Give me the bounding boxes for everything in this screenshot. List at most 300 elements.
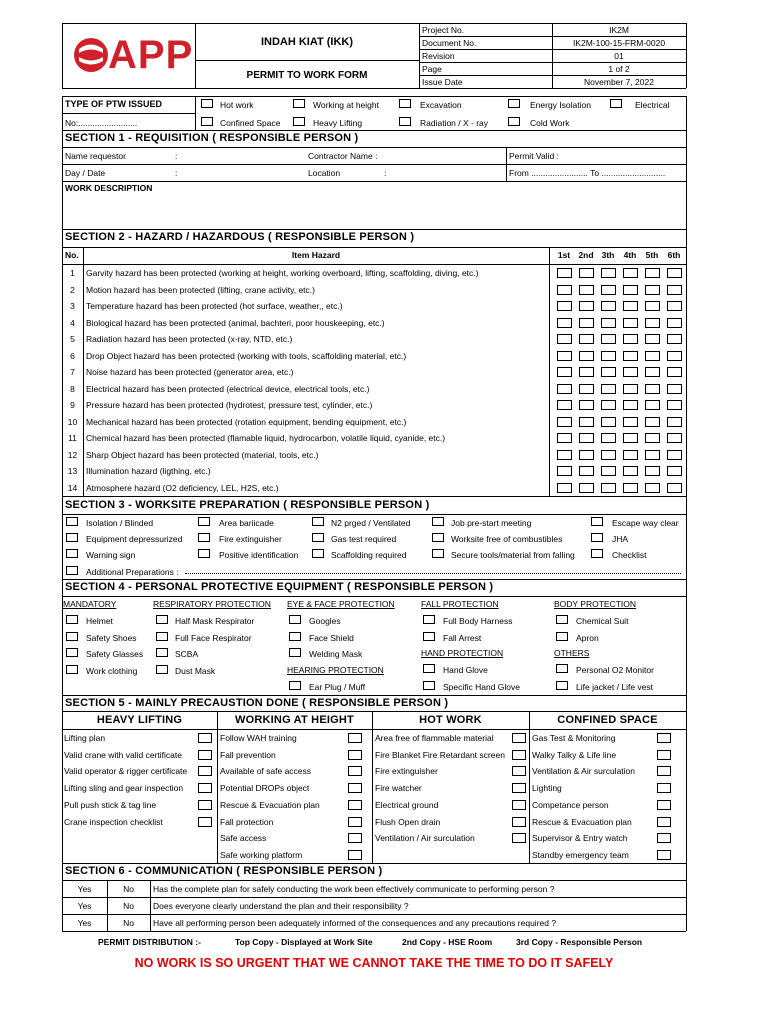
hazard-checkbox-2nd[interactable]: [579, 268, 594, 278]
precaution-checkbox[interactable]: [198, 733, 212, 743]
precaution-item-label: Follow WAH training: [220, 733, 297, 743]
hazard-row: [62, 331, 686, 347]
hazard-checkbox-4th[interactable]: [623, 301, 638, 311]
col-no-header: No.: [65, 250, 79, 260]
ptw-option-label: Energy Isolation: [530, 100, 591, 110]
worksite-item-label: Worksite free of combustibles: [451, 534, 563, 544]
hazard-checkbox-6th[interactable]: [667, 301, 682, 311]
hazard-checkbox-6th[interactable]: [667, 483, 682, 493]
hazard-checkbox-4th[interactable]: [623, 318, 638, 328]
precaution-checkbox[interactable]: [348, 733, 362, 743]
ptw-option-label: Excavation: [420, 100, 462, 110]
hazard-checkbox-3th[interactable]: [601, 351, 616, 361]
ppe-item-label: Specific Hand Glove: [443, 682, 521, 692]
hazard-number: 3: [70, 301, 75, 311]
precaution-item-label: Fire extinguisher: [375, 766, 438, 777]
hazard-checkbox-1st[interactable]: [557, 301, 572, 311]
worksite-checkbox[interactable]: [591, 549, 603, 558]
shift-header: 2nd: [578, 250, 594, 260]
answer-no[interactable]: No: [123, 918, 134, 928]
hazard-checkbox-3th[interactable]: [601, 384, 616, 394]
hazard-checkbox-2nd[interactable]: [579, 367, 594, 377]
hazard-checkbox-1st[interactable]: [557, 334, 572, 344]
shift-header: 5th: [645, 250, 659, 260]
hazard-checkbox-5th[interactable]: [645, 483, 660, 493]
worksite-checkbox[interactable]: [591, 533, 603, 542]
hazard-checkbox-2nd[interactable]: [579, 351, 594, 361]
worksite-checkbox[interactable]: [432, 517, 444, 526]
hazard-checkbox-5th[interactable]: [645, 433, 660, 443]
answer-yes[interactable]: Yes: [77, 918, 92, 928]
hazard-item: Biological hazard has been protected (animal, bachteri, poor houskeeping, etc.): [86, 317, 385, 328]
communication-question: Does everyone clearly understand the plan and their responsibility ?: [153, 901, 409, 911]
shift-header: 3th: [601, 250, 615, 260]
hazard-checkbox-4th[interactable]: [623, 483, 638, 493]
precaution-checkbox[interactable]: [348, 850, 362, 860]
hazard-checkbox-3th[interactable]: [601, 466, 616, 476]
hazard-checkbox-2nd[interactable]: [579, 483, 594, 493]
hazard-checkbox-5th[interactable]: [645, 417, 660, 427]
ppe-item-label: Hand Glove: [443, 665, 488, 675]
hazard-number: 12: [67, 449, 78, 460]
hazard-checkbox-6th[interactable]: [667, 285, 682, 295]
hazard-checkbox-4th[interactable]: [623, 384, 638, 394]
meta-label: Revision: [422, 51, 455, 61]
precaution-checkbox[interactable]: [348, 800, 362, 810]
precaution-item-label: Supervisor & Entry watch: [532, 833, 628, 844]
hazard-checkbox-2nd[interactable]: [579, 433, 594, 443]
worksite-checkbox[interactable]: [66, 549, 78, 558]
hazard-checkbox-3th[interactable]: [601, 483, 616, 493]
ppe-category-header: RESPIRATORY PROTECTION: [153, 599, 271, 609]
hazard-checkbox-2nd[interactable]: [579, 417, 594, 427]
worksite-checkbox[interactable]: [198, 549, 210, 558]
hazard-item: Atmosphere hazard (O2 deficiency, LEL, H2S, etc.): [86, 482, 279, 493]
precaution-checkbox[interactable]: [512, 833, 526, 843]
hazard-checkbox-6th[interactable]: [667, 334, 682, 344]
hazard-checkbox-3th[interactable]: [601, 334, 616, 344]
permit-valid-range[interactable]: From ........................ To ...........................: [509, 168, 666, 178]
ppe-checkbox[interactable]: [66, 632, 78, 641]
contractor-name-label: Contractor Name :: [308, 151, 378, 161]
copy-top: Top Copy - Displayed at Work Site: [235, 937, 373, 947]
ptw-option-label: Heavy Lifting: [313, 118, 363, 128]
hazard-checkbox-3th[interactable]: [601, 285, 616, 295]
work-description-label: WORK DESCRIPTION: [65, 183, 153, 193]
precaution-column-header: CONFINED SPACE: [557, 714, 658, 726]
ppe-item-label: Fall Arrest: [443, 632, 482, 643]
ppe-checkbox[interactable]: [423, 681, 435, 690]
hazard-row: [62, 282, 686, 298]
ppe-item-label: Full Face Respirator: [175, 632, 252, 643]
section-2-title: SECTION 2 - HAZARD / HAZARDOUS ( RESPONSIBLE PERSON ): [65, 231, 415, 243]
hazard-checkbox-6th[interactable]: [667, 417, 682, 427]
hazard-checkbox-5th[interactable]: [645, 384, 660, 394]
answer-no[interactable]: No: [123, 884, 134, 894]
ppe-checkbox[interactable]: [289, 681, 301, 690]
hazard-number: 10: [67, 416, 78, 427]
ppe-category-header: FALL PROTECTION: [421, 599, 499, 609]
colon: :: [175, 151, 178, 161]
precaution-item-label: Potential DROPs object: [220, 783, 310, 794]
hazard-row: [62, 348, 686, 364]
ppe-item-label: Helmet: [86, 616, 113, 626]
hazard-checkbox-2nd[interactable]: [579, 400, 594, 410]
meta-value: IK2M-100-15-FRM-0020: [572, 38, 666, 48]
hazard-checkbox-2nd[interactable]: [579, 384, 594, 394]
hazard-checkbox-1st[interactable]: [557, 318, 572, 328]
section-1-title: SECTION 1 - REQUISITION ( RESPONSIBLE PERSON ): [65, 132, 359, 144]
precaution-item-label: Flush Open drain: [375, 816, 441, 827]
hazard-checkbox-5th[interactable]: [645, 334, 660, 344]
meta-value: IK2M: [609, 25, 629, 35]
logo-text: APP: [108, 33, 194, 77]
hazard-checkbox-6th[interactable]: [667, 268, 682, 278]
worksite-checkbox[interactable]: [66, 517, 78, 526]
safety-slogan: NO WORK IS SO URGENT THAT WE CANNOT TAKE THE TIME TO DO IT SAFELY: [134, 956, 614, 970]
precaution-checkbox[interactable]: [657, 733, 671, 743]
ppe-checkbox[interactable]: [556, 615, 568, 624]
ppe-item-label: Dust Mask: [175, 665, 216, 676]
hazard-checkbox-1st[interactable]: [557, 417, 572, 427]
section-6-title: SECTION 6 - COMMUNICATION ( RESPONSIBLE PERSON ): [65, 865, 383, 877]
worksite-item-label: Equipment depressurized: [86, 534, 183, 544]
precaution-item-label: Walky Talky & Life line: [532, 749, 617, 760]
ppe-checkbox[interactable]: [66, 665, 78, 674]
hazard-checkbox-5th[interactable]: [645, 301, 660, 311]
hazard-checkbox-2nd[interactable]: [579, 466, 594, 476]
hazard-checkbox-2nd[interactable]: [579, 318, 594, 328]
precaution-item-label: Competance person: [532, 799, 609, 810]
hazard-checkbox-3th[interactable]: [601, 400, 616, 410]
hazard-number: 14: [67, 482, 78, 493]
precaution-checkbox[interactable]: [512, 750, 526, 760]
hazard-checkbox-3th[interactable]: [601, 318, 616, 328]
precaution-checkbox[interactable]: [348, 817, 362, 827]
hazard-row: [62, 414, 686, 430]
hazard-checkbox-5th[interactable]: [645, 466, 660, 476]
hazard-row: [62, 397, 686, 413]
meta-label: Page: [422, 64, 442, 74]
precaution-checkbox[interactable]: [198, 800, 212, 810]
hazard-checkbox-5th[interactable]: [645, 351, 660, 361]
worksite-item-label: N2 prged / Ventilated: [331, 518, 411, 528]
precaution-item-label: Rescue & Evacuation plan: [220, 799, 320, 810]
hazard-checkbox-5th[interactable]: [645, 400, 660, 410]
precaution-checkbox[interactable]: [348, 766, 362, 776]
hazard-row: [62, 265, 686, 281]
hazard-checkbox-6th[interactable]: [667, 367, 682, 377]
meta-value: November 7, 2022: [584, 77, 654, 87]
precaution-checkbox[interactable]: [348, 783, 362, 793]
hazard-checkbox-6th[interactable]: [667, 400, 682, 410]
ppe-checkbox[interactable]: [156, 632, 168, 641]
precaution-checkbox[interactable]: [198, 766, 212, 776]
ptw-option-label: Confined Space: [220, 118, 281, 128]
hazard-checkbox-4th[interactable]: [623, 334, 638, 344]
hazard-row: [62, 381, 686, 397]
hazard-checkbox-4th[interactable]: [623, 433, 638, 443]
worksite-checkbox[interactable]: [432, 549, 444, 558]
hazard-checkbox-1st[interactable]: [557, 400, 572, 410]
worksite-checkbox[interactable]: [198, 517, 210, 526]
precaution-checkbox[interactable]: [657, 800, 671, 810]
ppe-checkbox[interactable]: [289, 615, 301, 624]
checkbox-hot-work[interactable]: [201, 99, 213, 108]
hazard-checkbox-5th[interactable]: [645, 450, 660, 460]
hazard-row: [62, 480, 686, 496]
precaution-item-label: Fire watcher: [375, 783, 422, 794]
communication-question: Has the complete plan for safely conducting the work been effectively communicate to performing person ?: [153, 884, 555, 894]
worksite-checkbox[interactable]: [591, 517, 603, 526]
hazard-number: 8: [70, 383, 75, 394]
precaution-item-label: Available of safe access: [220, 766, 312, 777]
worksite-item-label: Secure tools/material from falling: [451, 550, 575, 560]
hazard-checkbox-3th[interactable]: [601, 450, 616, 460]
hazard-checkbox-4th[interactable]: [623, 351, 638, 361]
worksite-checkbox[interactable]: [198, 533, 210, 542]
ppe-category-header: MANDATORY: [63, 599, 117, 609]
precaution-item-label: Lifting plan: [64, 733, 106, 743]
ptw-option-label: Working at height: [313, 100, 379, 110]
hazard-checkbox-6th[interactable]: [667, 433, 682, 443]
ppe-item-label: Safety Shoes: [86, 632, 137, 643]
work-description-field[interactable]: [64, 195, 684, 227]
precaution-checkbox[interactable]: [348, 750, 362, 760]
hazard-row: [62, 430, 686, 446]
ppe-checkbox[interactable]: [423, 664, 435, 673]
hazard-checkbox-6th[interactable]: [667, 450, 682, 460]
precaution-item-label: Fall prevention: [220, 749, 276, 760]
hazard-checkbox-4th[interactable]: [623, 268, 638, 278]
meta-value: 1 of 2: [608, 64, 630, 74]
precaution-checkbox[interactable]: [512, 800, 526, 810]
hazard-checkbox-2nd[interactable]: [579, 285, 594, 295]
ppe-checkbox[interactable]: [289, 632, 301, 641]
meta-label: Issue Date: [422, 77, 463, 87]
ppe-checkbox[interactable]: [423, 632, 435, 641]
precaution-checkbox[interactable]: [657, 783, 671, 793]
checkbox-electrical[interactable]: [610, 99, 622, 108]
ppe-item-label: Personal O2 Monitor: [576, 665, 654, 675]
precaution-checkbox[interactable]: [657, 833, 671, 843]
ppe-item-label: Apron: [576, 632, 599, 643]
communication-question: Have all performing person been adequately informed of the consequences and any precautions required ?: [153, 918, 557, 928]
hazard-checkbox-5th[interactable]: [645, 285, 660, 295]
hazard-checkbox-1st[interactable]: [557, 450, 572, 460]
ppe-checkbox[interactable]: [156, 665, 168, 674]
hazard-checkbox-1st[interactable]: [557, 466, 572, 476]
ppe-item-label: Life jacket / Life vest: [576, 682, 654, 692]
ppe-checkbox[interactable]: [156, 648, 168, 657]
ppe-item-label: Welding Mask: [309, 649, 363, 659]
additional-preparations-field[interactable]: [185, 573, 681, 574]
day-date-label: Day / Date: [65, 168, 106, 178]
ppe-item-label: Chemical Suit: [576, 616, 629, 626]
precaution-checkbox[interactable]: [657, 817, 671, 827]
hazard-checkbox-3th[interactable]: [601, 367, 616, 377]
answer-yes[interactable]: Yes: [77, 901, 92, 911]
precaution-item-label: Safe access: [220, 833, 267, 844]
hazard-checkbox-6th[interactable]: [667, 318, 682, 328]
checkbox-cold-work[interactable]: [508, 117, 520, 126]
worksite-checkbox[interactable]: [312, 533, 324, 542]
colon: :: [175, 168, 178, 178]
hazard-checkbox-3th[interactable]: [601, 301, 616, 311]
ptw-type-label: TYPE OF PTW ISSUED: [65, 99, 163, 109]
precaution-item-label: Lighting: [532, 783, 562, 794]
ppe-item-label: Face Shield: [309, 632, 354, 643]
company-name: INDAH KIAT (IKK): [260, 36, 354, 48]
ptw-option-label: Cold Work: [530, 118, 570, 128]
precaution-column-header: WORKING AT HEIGHT: [235, 714, 354, 726]
ppe-checkbox[interactable]: [556, 681, 568, 690]
checkbox-confined-space[interactable]: [201, 117, 213, 126]
section-4-title: SECTION 4 - PERSONAL PROTECTIVE EQUIPMENT ( RESPONSIBLE PERSON ): [65, 581, 494, 593]
ptw-no-field[interactable]: No:.........................: [65, 118, 138, 128]
precaution-checkbox[interactable]: [657, 850, 671, 860]
hazard-checkbox-1st[interactable]: [557, 351, 572, 361]
hazard-item: Garvity hazard has been protected (working at height, working overboard, lifting, scaffolding, diving, etc.): [86, 268, 479, 278]
checkbox-additional-preparations[interactable]: [66, 566, 78, 575]
answer-yes[interactable]: Yes: [77, 884, 92, 894]
hazard-checkbox-2nd[interactable]: [579, 450, 594, 460]
worksite-checkbox[interactable]: [312, 549, 324, 558]
hazard-checkbox-5th[interactable]: [645, 367, 660, 377]
ppe-item-label: Googles: [309, 616, 341, 626]
precaution-item-label: Standby emergency team: [532, 849, 629, 860]
hazard-checkbox-6th[interactable]: [667, 351, 682, 361]
precaution-item-label: Ventilation / Air surculation: [375, 833, 475, 844]
form-title: PERMIT TO WORK FORM: [246, 70, 368, 81]
precaution-item-label: Fire Blanket Fire Retardant screen: [375, 749, 505, 760]
hazard-checkbox-3th[interactable]: [601, 417, 616, 427]
hazard-checkbox-4th[interactable]: [623, 400, 638, 410]
ppe-item-label: Ear Plug / Muff: [309, 682, 366, 692]
ppe-checkbox[interactable]: [66, 648, 78, 657]
ppe-checkbox[interactable]: [66, 615, 78, 624]
worksite-item-label: Checklist: [612, 550, 647, 560]
hazard-item: Noise hazard has been protected (generator area, etc.): [86, 367, 294, 377]
ppe-category-header: OTHERS: [554, 648, 590, 658]
ppe-category-header: HEARING PROTECTION: [287, 665, 384, 675]
hazard-checkbox-1st[interactable]: [557, 433, 572, 443]
precaution-checkbox[interactable]: [198, 783, 212, 793]
hazard-checkbox-3th[interactable]: [601, 433, 616, 443]
hazard-checkbox-1st[interactable]: [557, 268, 572, 278]
shift-header: 4th: [623, 250, 637, 260]
ppe-category-header: BODY PROTECTION: [554, 599, 637, 609]
precaution-checkbox[interactable]: [512, 733, 526, 743]
ppe-checkbox[interactable]: [556, 632, 568, 641]
hazard-number: 13: [67, 466, 78, 476]
hazard-row: [62, 298, 686, 314]
worksite-item-label: Warning sign: [86, 550, 136, 560]
hazard-checkbox-2nd[interactable]: [579, 334, 594, 344]
hazard-item: Motion hazard has been protected (lifting, crane activity, etc.): [86, 284, 315, 295]
hazard-number: 9: [70, 400, 75, 410]
hazard-item: Sharp Object hazard has been protected (material, tools, etc.): [86, 449, 319, 460]
col-item-header: Item Hazard: [291, 250, 341, 260]
worksite-item-label: Positive identification: [219, 550, 299, 560]
hazard-checkbox-4th[interactable]: [623, 367, 638, 377]
precaution-checkbox[interactable]: [512, 783, 526, 793]
ppe-checkbox[interactable]: [423, 615, 435, 624]
hazard-checkbox-6th[interactable]: [667, 384, 682, 394]
precaution-checkbox[interactable]: [512, 766, 526, 776]
hazard-number: 4: [70, 317, 75, 328]
ppe-item-label: Half Mask Respirator: [175, 616, 255, 626]
precaution-column-header: HEAVY LIFTING: [96, 714, 183, 726]
answer-no[interactable]: No: [123, 901, 134, 911]
row-divider: [62, 897, 686, 898]
hazard-checkbox-4th[interactable]: [623, 450, 638, 460]
copy-3rd: 3rd Copy - Responsible Person: [516, 937, 643, 947]
worksite-checkbox[interactable]: [432, 533, 444, 542]
checkbox-energy-isolation[interactable]: [508, 99, 520, 108]
checkbox-radiation[interactable]: [399, 117, 411, 126]
checkbox-heavy-lifting[interactable]: [293, 117, 305, 126]
precaution-checkbox[interactable]: [512, 817, 526, 827]
ppe-checkbox[interactable]: [556, 664, 568, 673]
hazard-checkbox-2nd[interactable]: [579, 301, 594, 311]
hazard-checkbox-5th[interactable]: [645, 318, 660, 328]
worksite-checkbox[interactable]: [66, 533, 78, 542]
hazard-checkbox-4th[interactable]: [623, 466, 638, 476]
hazard-checkbox-1st[interactable]: [557, 367, 572, 377]
checkbox-excavation[interactable]: [399, 99, 411, 108]
ptw-option-label: Hot work: [220, 100, 254, 110]
hazard-checkbox-3th[interactable]: [601, 268, 616, 278]
ppe-checkbox[interactable]: [156, 615, 168, 624]
worksite-item-label: Gas test required: [331, 534, 397, 544]
hazard-checkbox-1st[interactable]: [557, 384, 572, 394]
name-requestor-label: Name requestor: [65, 151, 126, 161]
worksite-checkbox[interactable]: [312, 517, 324, 526]
hazard-number: 6: [70, 350, 75, 361]
hazard-row: [62, 315, 686, 331]
precaution-checkbox[interactable]: [348, 833, 362, 843]
precaution-item-label: Crane inspection checklist: [64, 816, 163, 827]
checkbox-working-at-height[interactable]: [293, 99, 305, 108]
hazard-item: Radiation hazard has been protected (x-ray, NTD, etc.): [86, 334, 293, 344]
hazard-checkbox-6th[interactable]: [667, 466, 682, 476]
hazard-number: 1: [70, 268, 75, 278]
hazard-checkbox-4th[interactable]: [623, 417, 638, 427]
copy-2nd: 2nd Copy - HSE Room: [402, 937, 493, 947]
worksite-item-label: Escape way clear: [612, 518, 679, 528]
hazard-checkbox-4th[interactable]: [623, 285, 638, 295]
meta-value: 01: [614, 51, 624, 61]
precaution-checkbox[interactable]: [657, 766, 671, 776]
hazard-checkbox-5th[interactable]: [645, 268, 660, 278]
ppe-item-label: Work clothing: [86, 665, 138, 676]
ppe-checkbox[interactable]: [289, 648, 301, 657]
hazard-item: Mechanical hazard has been protected (rotation equipment, bending equipment, etc.): [86, 416, 407, 427]
section-5-title: SECTION 5 - MAINLY PRECAUSTION DONE ( RESPONSIBLE PERSON ): [65, 697, 449, 709]
shift-header: 6th: [667, 250, 681, 260]
ppe-item-label: SCBA: [175, 649, 199, 659]
hazard-item: Temperature hazard has been protected (hot surface, weather,, etc.): [86, 301, 343, 311]
precaution-checkbox[interactable]: [198, 817, 212, 827]
precaution-checkbox[interactable]: [657, 750, 671, 760]
ppe-category-header: HAND PROTECTION: [421, 648, 504, 658]
hazard-checkbox-1st[interactable]: [557, 483, 572, 493]
precaution-checkbox[interactable]: [198, 750, 212, 760]
worksite-item-label: JHA: [612, 534, 629, 544]
hazard-checkbox-1st[interactable]: [557, 285, 572, 295]
row-divider: [62, 914, 686, 915]
